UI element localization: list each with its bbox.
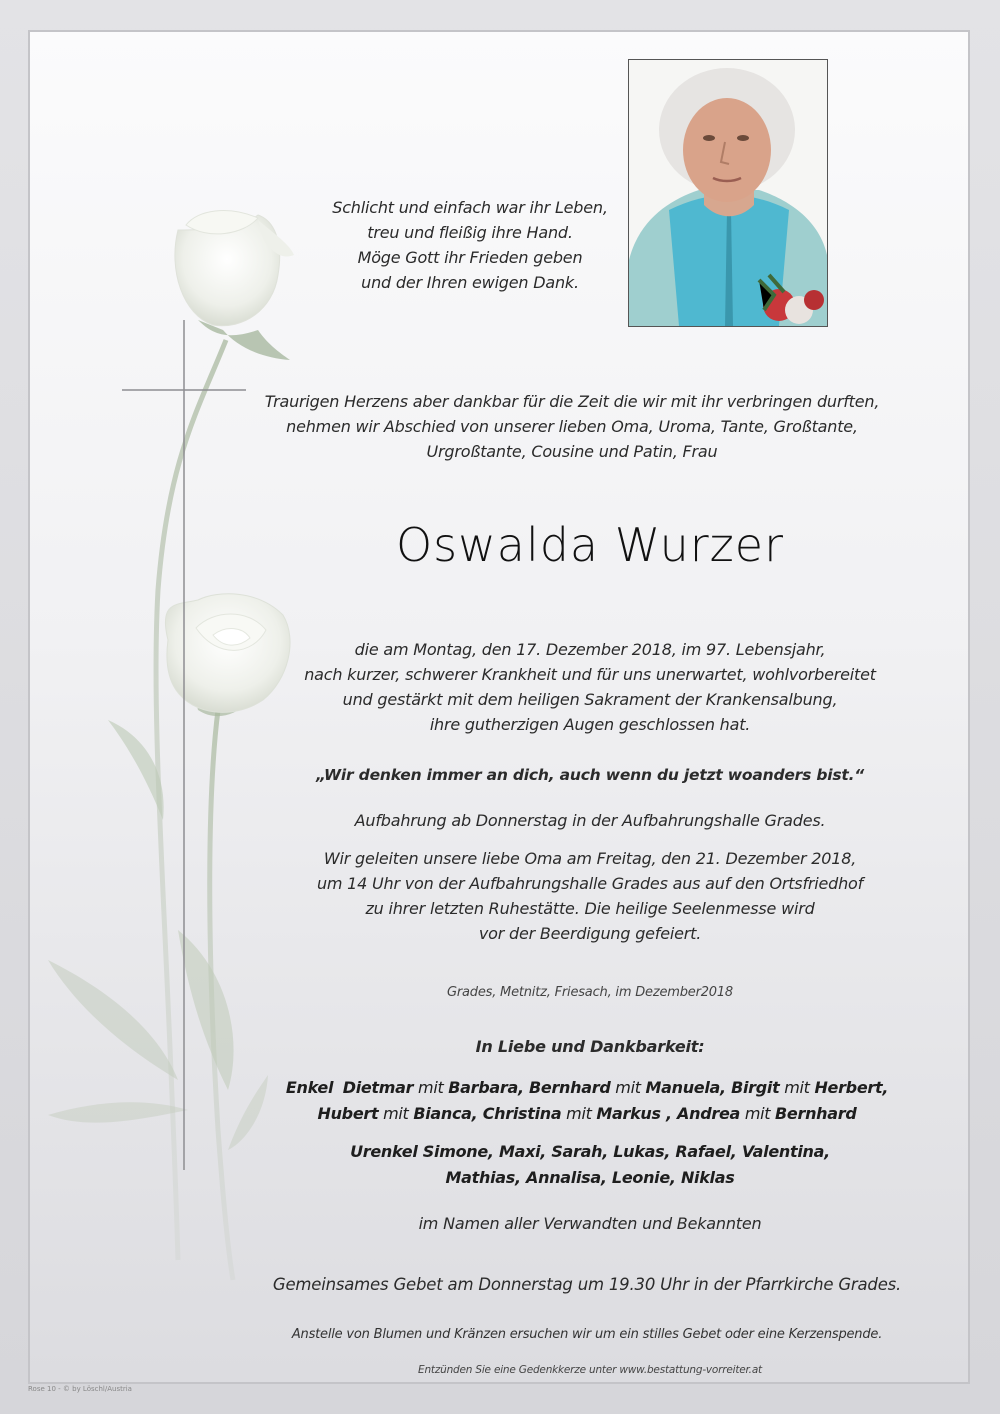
intro-line: Urgroßtante, Cousine und Patin, Frau bbox=[426, 442, 718, 461]
family-join: mit bbox=[566, 1104, 592, 1123]
funeral-line: um 14 Uhr von der Aufbahrungshalle Grades aus auf den Ortsfriedhof bbox=[316, 874, 864, 893]
family-name: Dietmar bbox=[342, 1078, 414, 1097]
family-join: mit bbox=[615, 1078, 641, 1097]
family-name: Barbara, Bernhard bbox=[448, 1078, 611, 1097]
funeral-line: vor der Beerdigung gefeiert. bbox=[478, 924, 702, 943]
memorial-verse bbox=[320, 195, 620, 295]
family-name: Bianca, Christina bbox=[413, 1104, 562, 1123]
verse-line: treu und fleißig ihre Hand. bbox=[367, 223, 573, 242]
leaf-3 bbox=[48, 1102, 188, 1122]
funeral-info bbox=[270, 846, 910, 946]
funeral-line: Wir geleiten unsere liebe Oma am Freitag, den 21. Dezember 2018, bbox=[323, 849, 857, 868]
leaf-2 bbox=[48, 960, 178, 1080]
grandchildren-line-2 bbox=[262, 1101, 912, 1127]
family-name: Bernhard bbox=[775, 1104, 857, 1123]
family-name: Markus , Andrea bbox=[596, 1104, 741, 1123]
family-join: mit bbox=[784, 1078, 810, 1097]
funeral-line: zu ihrer letzten Ruhestätte. Die heilige Seelenmesse wird bbox=[365, 899, 815, 918]
grandchildren-line-1 bbox=[262, 1075, 912, 1101]
announcement-intro bbox=[262, 389, 882, 464]
sepal-upper bbox=[198, 320, 290, 360]
memorial-quote: „Wir denken immer an dich, auch wenn du jetzt woanders bist.“ bbox=[315, 766, 865, 784]
grandchildren-list bbox=[262, 1075, 912, 1127]
portrait-photo bbox=[628, 59, 828, 327]
flowers-note: Anstelle von Blumen und Kränzen ersuchen wir um ein stilles Gebet oder eine Kerzenspende. bbox=[291, 1327, 883, 1342]
death-notice bbox=[280, 637, 900, 737]
place-date: Grades, Metnitz, Friesach, im Dezember2018 bbox=[446, 985, 734, 1000]
death-line: ihre gutherzigen Augen geschlossen hat. bbox=[429, 715, 751, 734]
candle-note: Entzünden Sie eine Gedenkkerze unter www.bestattung-vorreiter.at bbox=[418, 1364, 762, 1376]
white-rose-upper bbox=[175, 211, 294, 326]
family-name: Hubert bbox=[317, 1104, 379, 1123]
grandchildren-label: Enkel bbox=[285, 1078, 334, 1097]
deceased-name: Oswalda Wurzer bbox=[395, 518, 785, 572]
verse-line: Schlicht und einfach war ihr Leben, bbox=[332, 198, 608, 217]
family-join: mit bbox=[744, 1104, 771, 1123]
image-credit: Rose 10 - © by Löschl/Austria bbox=[28, 1385, 132, 1393]
death-line: nach kurzer, schwerer Krankheit und für uns unerwartet, wohlvorbereitet bbox=[304, 665, 876, 684]
prayer-info: Gemeinsames Gebet am Donnerstag um 19.30 Uhr in der Pfarrkirche Grades. bbox=[272, 1275, 902, 1294]
love-heading: In Liebe und Dankbarkeit: bbox=[475, 1037, 705, 1056]
great-grandchildren-line: Urenkel Simone, Maxi, Sarah, Lukas, Rafael, Valentina, bbox=[350, 1142, 830, 1161]
verse-line: Möge Gott ihr Frieden geben bbox=[357, 248, 583, 267]
family-join: mit bbox=[418, 1078, 444, 1097]
death-line: die am Montag, den 17. Dezember 2018, im 97. Lebensjahr, bbox=[354, 640, 826, 659]
verse-line: und der Ihren ewigen Dank. bbox=[361, 273, 579, 292]
death-line: und gestärkt mit dem heiligen Sakrament der Krankensalbung, bbox=[342, 690, 838, 709]
leaf-1 bbox=[178, 930, 234, 1090]
intro-line: Traurigen Herzens aber dankbar für die Zeit die wir mit ihr verbringen durften, bbox=[264, 392, 880, 411]
great-grandchildren-list bbox=[300, 1139, 880, 1191]
portrait-illustration bbox=[629, 60, 827, 326]
family-name: Manuela, Birgit bbox=[645, 1078, 780, 1097]
intro-line: nehmen wir Abschied von unserer lieben Oma, Uroma, Tante, Großtante, bbox=[286, 417, 858, 436]
family-join: mit bbox=[383, 1104, 409, 1123]
wake-info: Aufbahrung ab Donnerstag in der Aufbahrungshalle Grades. bbox=[354, 811, 826, 830]
family-name: Herbert, bbox=[814, 1078, 889, 1097]
great-grandchildren-line: Mathias, Annalisa, Leonie, Niklas bbox=[445, 1168, 735, 1187]
relatives-note: im Namen aller Verwandten und Bekannten bbox=[418, 1214, 762, 1233]
